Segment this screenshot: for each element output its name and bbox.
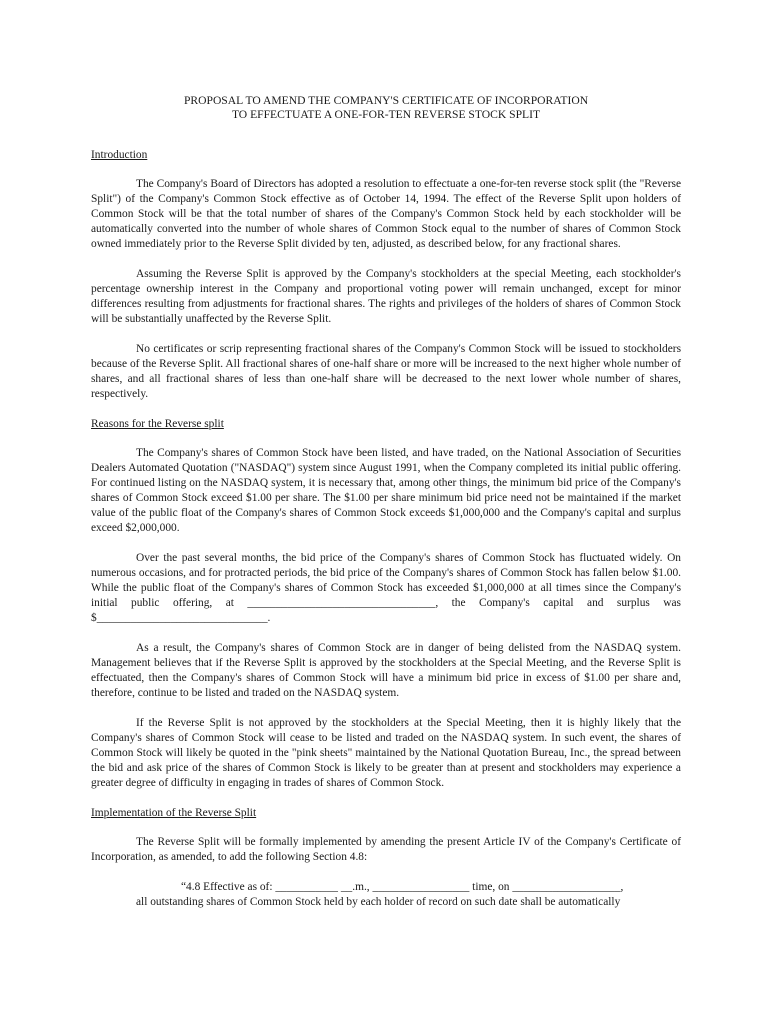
reasons-paragraph-3: As a result, the Company's shares of Common Stock are in danger of being delisted from the NASDAQ system. Management believes that if the Reverse Split is approved by the stockholders at the Special Meeting, and the Reverse Split is effectuated, then the Company's shares of Common Stock will have a minimum bid price in excess of $1.00 per share and, therefore, continue to be listed and traded on the NASDAQ system. [91, 642, 681, 699]
reasons-heading: Reasons for the Reverse split [91, 418, 224, 430]
title-line-1: PROPOSAL TO AMEND THE COMPANY'S CERTIFICATE OF INCORPORATION [183, 94, 589, 107]
implementation-heading: Implementation of the Reverse Split [91, 807, 257, 819]
introduction-paragraph-2: Assuming the Reverse Split is approved by the Company's stockholders at the special Meeting, each stockholder's percentage ownership interest in the Company and proportional voting power will remain unchanged, except for minor differences resulting from adjustments for fractional shares. The rights and privileges of the holders of shares of Common Stock will be substantially unaffected by the Reverse Split. [91, 268, 681, 325]
quote-line-1: “4.8 Effective as of: ___________ __.m., _________________ time, on ___________________, [181, 881, 624, 893]
reasons-paragraph-1: The Company's shares of Common Stock have been listed, and have traded, on the National Association of Securities Dealers Automated Quotation ("NASDAQ") system since August 1991, when the Company completed its initial public offering. For continued listing on the NASDAQ system, it is necessary that, among other things, the minimum bid price of the Company's shares of Common Stock exceed $1.00 per share. The $1.00 per share minimum bid price need not be maintained if the market value of the public float of the Company's shares of Common Stock exceeds $1,000,000 and the Company's capital and surplus exceed $2,000,000. [91, 447, 681, 534]
document-page [91, 94, 681, 910]
quote-line-2: all outstanding shares of Common Stock held by each holder of record on such date shall be automatically [136, 896, 621, 908]
introduction-heading: Introduction [91, 149, 148, 161]
introduction-paragraph-1: The Company's Board of Directors has adopted a resolution to effectuate a one-for-ten reverse stock split (the "Reverse Split") of the Company's Common Stock effective as of October 14, 1994. The effect of the Reverse Split upon holders of Common Stock will be that the total number of shares of the Company's Common Stock held by each stockholder will be automatically converted into the number of whole shares of Common Stock equal to the number of shares of Common Stock owned immediately prior to the Reverse Split divided by ten, adjusted, as described below, for any fractional shares. [91, 178, 681, 250]
introduction-paragraph-3: No certificates or scrip representing fractional shares of the Company's Common Stock will be issued to stockholders because of the Reverse Split. All fractional shares of one-half share or more will be increased to the next higher whole number of shares, and all fractional shares of less than one-half share will be decreased to the next lower whole number of shares, respectively. [91, 343, 681, 400]
reasons-paragraph-4: If the Reverse Split is not approved by the stockholders at the Special Meeting, then it is highly likely that the Company's shares of Common Stock will cease to be listed and traded on the NASDAQ system. In such event, the shares of Common Stock will likely be quoted in the "pink sheets" maintained by the National Quotation Bureau, Inc., the spread between the bid and ask price of the shares of Common Stock is likely to be greater than at present and stockholders may experience a greater degree of difficulty in engaging in trades of shares of Common Stock. [91, 717, 681, 789]
title-line-2: TO EFFECTUATE A ONE-FOR-TEN REVERSE STOCK SPLIT [231, 108, 541, 121]
section-4-8-quote [136, 880, 681, 910]
document-title [91, 94, 681, 122]
reasons-paragraph-2: Over the past several months, the bid price of the Company's shares of Common Stock has fluctuated widely. On numerous occasions, and for protracted periods, the bid price of the Company's shares of Common Stock has fallen below $1.00. While the public float of the Company's shares of Common Stock has exceeded $1,000,000 at all times since the Company's initial public offering, at _________________________________, the Company's capital and surplus was $______________________________. [91, 552, 681, 624]
implementation-paragraph-1: The Reverse Split will be formally implemented by amending the present Article IV of the Company's Certificate of Incorporation, as amended, to add the following Section 4.8: [91, 836, 681, 863]
